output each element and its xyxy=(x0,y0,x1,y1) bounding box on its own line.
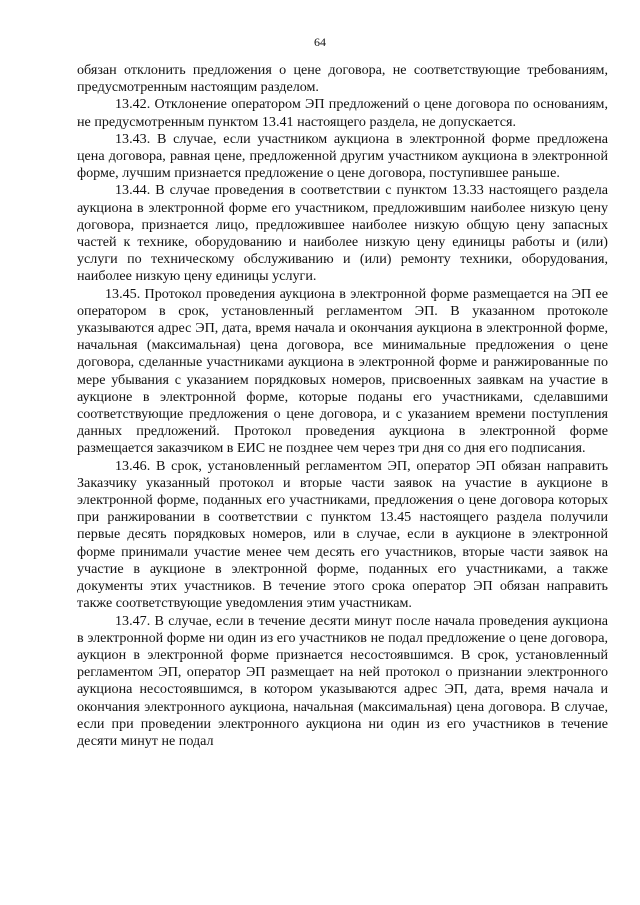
paragraph-13-43: 13.43. В случае, если участником аукциона в электронной форме предложена цена договора, равная цене, предложенной другим участником аукциона в электронной форме, лучшим признается предложение о цене договора, поступившее раньше. xyxy=(77,130,608,182)
paragraph-13-45: 13.45. Протокол проведения аукциона в электронной форме размещается на ЭП ее оператором в срок, установленный регламентом ЭП. В указанном протоколе указываются адрес ЭП, дата, время начала и окончания аукциона в электронной форме, начальная (максимальная) цена договора, все минимальные предложения о цене договора, сделанные участниками аукциона в электронной форме и ранжированные по мере убывания с указанием порядковых номеров, присвоенных заявкам на участие в аукционе в электронной форме, которые поданы его участниками, сделавшими соответствующие предложения о цене договора, и с указанием времени поступления данных предложений. Протокол проведения аукциона в электронной форме размещается заказчиком в ЕИС не позднее чем через три дня со дня его подписания. xyxy=(77,285,608,457)
document-body xyxy=(77,62,608,750)
paragraph-13-47: 13.47. В случае, если в течение десяти минут после начала проведения аукциона в электронной форме ни один из его участников не подал предложение о цене договора, аукцион в электронной форме признается несостоявшимся. В срок, установленный регламентом ЭП, оператор ЭП размещает на ней протокол о признании электронного аукциона несостоявшимся, в котором указываются адрес ЭП, дата, время начала и окончания электронного аукциона, начальная (максимальная) цена договора. В случае, если при проведении электронного аукциона ни один из его участников в течение десяти минут не подал xyxy=(77,612,608,749)
page-number: 64 xyxy=(314,35,326,49)
paragraph-13-44: 13.44. В случае проведения в соответствии с пунктом 13.33 настоящего раздела аукциона в электронной форме его участником, предложившим наиболее низкую цену договора, признается лицо, предложившее наиболее низкую общую цену запасных частей к технике, оборудованию и наиболее низкую цену единицы работы и (или) услуги по техническому обслуживанию и (или) ремонту техники, оборудования, наиболее низкую цену единицы услуги. xyxy=(77,182,608,285)
paragraph-continuation: обязан отклонить предложения о цене договора, не соответствующие требованиям, предусмотренным настоящим разделом. xyxy=(77,62,608,96)
paragraph-13-46: 13.46. В срок, установленный регламентом ЭП, оператор ЭП обязан направить Заказчику указанный протокол и вторые части заявок на участие в аукционе в электронной форме, поданных его участниками, предложения о цене договора которых при ранжировании в соответствии с пунктом 13.45 настоящего раздела получили первые десять порядковых номеров, или в случае, если в аукционе в электронной форме принимали участие менее чем десять его участников, вторые части заявок на участие в аукционе в электронной форме, поданных его участниками, а также документы этих участников. В течение этого срока оператор ЭП обязан направить также соответствующие уведомления этим участникам. xyxy=(77,457,608,612)
paragraph-13-42: 13.42. Отклонение оператором ЭП предложений о цене договора по основаниям, не предусмотренным пунктом 13.41 настоящего раздела, не допускается. xyxy=(77,96,608,130)
